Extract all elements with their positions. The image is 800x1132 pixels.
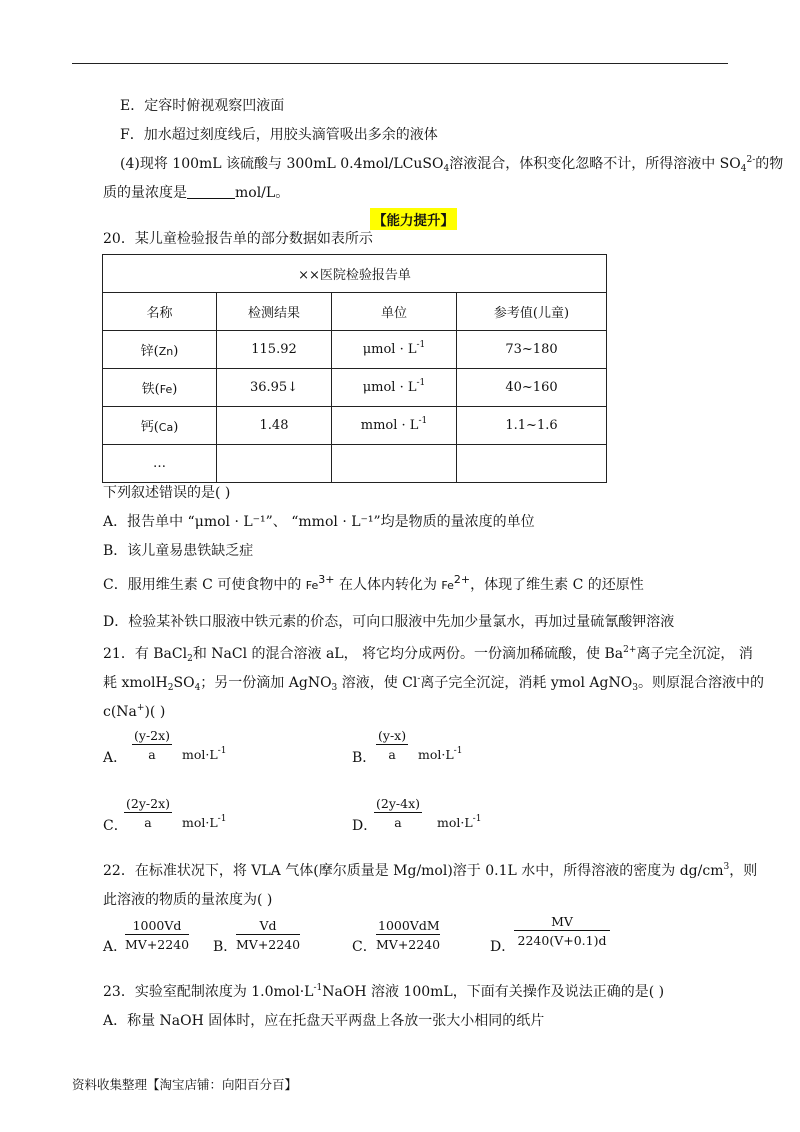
header-cell: 名称	[103, 293, 217, 331]
q21-line3: c(Na+)( )	[103, 703, 166, 720]
q20-option-b: B．该儿童易患铁缺乏症	[103, 543, 254, 559]
q21-option-d-label: D．	[352, 818, 378, 834]
q23-line1: 23．实验室配制浓度为 $1.0mol\cdot L^{-1}NaOH$ 溶液 100mL，下面有关操作及说法正确的是( )	[103, 983, 665, 1000]
q21-option-b-fraction: $\frac{(y-x)}{a}$	[378, 728, 407, 762]
header-cell: 参考值(儿童)	[457, 293, 607, 331]
header-cell: 检测结果	[217, 293, 332, 331]
q20-question: 下列叙述错误的是( )	[103, 485, 231, 501]
q22-option-d-label: D．	[490, 939, 516, 955]
q4-line2: 质的量浓度是 mol/L。	[103, 185, 290, 201]
q22-option-d-fraction: $\frac{MV}{2240(V+0.1)d}$	[514, 914, 610, 948]
q20-stem: 20．某儿童检验报告单的部分数据如表所示	[103, 231, 373, 247]
footer-text: 资料收集整理【淘宝店铺：向阳百分百】	[72, 1077, 298, 1092]
header-rule	[72, 63, 728, 64]
table-row	[103, 331, 607, 369]
cell-result: 36.95↓	[217, 369, 332, 407]
cell-unit: $\mu mol \cdot L^{-1}$	[332, 331, 457, 369]
q21-option-d-unit: $mol\cdot L^{-1}$	[437, 814, 482, 830]
q22-option-b-label: B．	[213, 939, 238, 955]
q22-option-a-label: A．	[103, 939, 128, 955]
q21-option-a-label: A．	[103, 750, 128, 766]
q21-line2: 耗 $xmolH_2SO_4$；另一份滴加 AgNO$_3$ 溶液，使 Cl-离子完全沉淀，消耗 ymol AgNO$_3$。则原混合溶液中的	[103, 674, 764, 693]
q20-option-c: C．服用维生素 C 可使食物中的 $Fe^{3+}$ 在人体内转化为 $Fe^{2+}$，体现了维生素 C 的还原性	[103, 573, 644, 593]
q22-line2: 此溶液的物质的量浓度为( )	[103, 892, 273, 908]
cell-result: 115.92	[217, 331, 332, 369]
cell-unit: mmol · $L^{-1}$	[332, 407, 457, 445]
q21-line1: 21．有 BaCl$_2$和 NaCl 的混合溶液 aL， 将它均分成两份。一份滴加稀硫酸，使 $Ba^{2+}$离子完全沉淀， 消	[103, 645, 753, 664]
cell-name: 钙(Ca)	[103, 407, 217, 445]
q21-option-b-unit: $mol\cdot L^{-1}$	[418, 746, 463, 762]
q21-option-c-unit: $mol\cdot L^{-1}$	[182, 814, 227, 830]
q4-line1: (4)现将 100mL 该硫酸与 300mL 0.4mol/LCuSO$_4$溶液混合，体积变化忽略不计，所得溶液中 $SO_4^{2-}$的物	[120, 155, 784, 174]
table-row	[103, 407, 607, 445]
table-row	[103, 445, 607, 483]
q21-option-a-fraction: $\frac{(y-2x)}{a}$	[134, 728, 171, 762]
q22-option-b-fraction: $\frac{Vd}{MV+2240}$	[236, 918, 301, 952]
q22-option-c-label: C．	[352, 939, 377, 955]
q20-option-d: D．检验某补铁口服液中铁元素的价态，可向口服液中先加少量氯水，再加过量硫氰酸钾溶液	[103, 614, 675, 630]
q21-option-a-unit: $mol\cdot L^{-1}$	[182, 746, 227, 762]
q21-option-d-fraction: $\frac{(2y-4x)}{a}$	[376, 796, 420, 830]
table-title: ××医院检验报告单	[103, 255, 607, 293]
table-header-row	[103, 293, 607, 331]
cell-ref: 1.1~1.6	[457, 407, 607, 445]
table-row	[103, 369, 607, 407]
option-f: F．加水超过刻度线后，用胶头滴管吸出多余的液体	[120, 127, 438, 143]
section-banner: 【能力提升】	[370, 208, 457, 230]
cell-ellipsis: …	[103, 445, 217, 483]
q22-option-a-fraction: $\frac{1000Vd}{MV+2240}$	[125, 918, 190, 952]
option-e: E．定容时俯视观察凹液面	[120, 98, 285, 114]
q23-option-a: A．称量 NaOH 固体时，应在托盘天平两盘上各放一张大小相同的纸片	[103, 1013, 545, 1029]
cell-unit: $\mu mol \cdot L^{-1}$	[332, 369, 457, 407]
q22-line1: 22．在标准状况下，将 VLA 气体(摩尔质量是 Mg/mol)溶于 0.1L 水中，所得溶液的密度为 $dg/cm^3$，则	[103, 862, 758, 879]
q21-option-b-label: B．	[352, 750, 377, 766]
q22-option-c-fraction: 1000VdM MV+2240	[376, 918, 441, 952]
header-cell: 单位	[332, 293, 457, 331]
cell-ref: 73~180	[457, 331, 607, 369]
cell-name: 锌(Zn)	[103, 331, 217, 369]
cell-ref: 40~160	[457, 369, 607, 407]
answer-blank	[187, 186, 235, 199]
cell-name: 铁(Fe)	[103, 369, 217, 407]
q21-option-c-fraction: $\frac{(2y-2x)}{a}$	[126, 796, 170, 830]
report-table	[102, 254, 607, 483]
q21-option-c-label: C．	[103, 818, 128, 834]
q20-option-a: A．报告单中 “μmol · L⁻¹”、 “mmol · L⁻¹”均是物质的量浓度的单位	[103, 514, 535, 530]
cell-result: 1.48	[217, 407, 332, 445]
